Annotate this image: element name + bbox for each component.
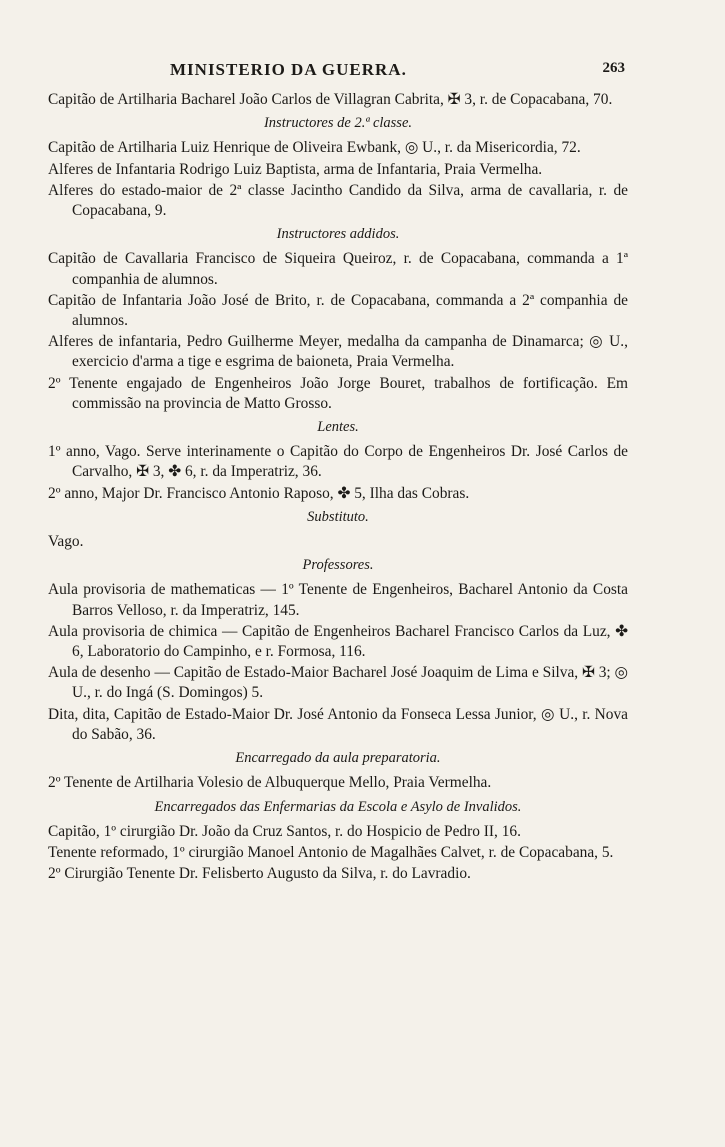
page-header	[0, 60, 725, 88]
section-heading: Substituto.	[307, 508, 369, 525]
page-number: 263	[602, 60, 625, 76]
staff-entry: 2º Cirurgião Tenente Dr. Felisberto Augusto da Silva, r. do Lavradio.	[48, 865, 471, 883]
section-heading: Instructores addidos.	[276, 226, 400, 243]
staff-entry: Aula provisoria de mathematicas — 1º Tenente de Engenheiros, Bacharel Antonio da Costa Barros Velloso, r. da Imperatriz, 145.	[48, 581, 628, 619]
document-body	[48, 90, 628, 885]
staff-entry: Alferes de infantaria, Pedro Guilherme Meyer, medalha da campanha de Dinamarca; ◎ U., exercicio d'arma a tige e esgrima de baioneta, Praia Vermelha.	[48, 333, 628, 371]
section-heading: Lentes.	[317, 419, 359, 436]
staff-entry: Capitão de Cavallaria Francisco de Siqueira Queiroz, r. de Copacabana, commanda a 1ª companhia de alumnos.	[48, 250, 628, 288]
section-heading: Encarregados das Enfermarias da Escola e Asylo de Invalidos.	[154, 798, 522, 815]
staff-entry: Capitão de Infantaria João José de Brito, r. de Copacabana, commanda a 2ª companhia de alumnos.	[48, 291, 628, 330]
staff-entry: Dita, dita, Capitão de Estado-Maior Dr. José Antonio da Fonseca Lessa Junior, ◎ U., r. Nova do Sabão, 36.	[48, 705, 628, 743]
staff-entry: Aula de desenho — Capitão de Estado-Maior Bacharel José Joaquim de Lima e Silva, ✠ 3; ◎ U., r. do Ingá (S. Domingos) 5.	[48, 664, 628, 702]
section-heading: Instructores de 2.ª classe.	[263, 115, 413, 132]
section-heading: Professores.	[302, 557, 374, 574]
staff-entry: 2º Tenente engajado de Engenheiros João Jorge Bouret, trabalhos de fortificação. Em commissão na provincia de Matto Grosso.	[48, 374, 628, 412]
staff-entry: Capitão de Artilharia Bacharel João Carlos de Villagran Cabrita, ✠ 3, r. de Copacabana, 70.	[48, 91, 613, 108]
staff-entry: Aula provisoria de chimica — Capitão de Engenheiros Bacharel Francisco Carlos da Luz, ✤ 6, Laboratorio do Campinho, e r. Formosa, 116.	[48, 622, 628, 661]
staff-entry: 2º Tenente de Artilharia Volesio de Albuquerque Mello, Praia Vermelha.	[48, 774, 492, 792]
staff-entry: Alferes do estado-maior de 2ª classe Jacintho Candido da Silva, arma de cavallaria, r. de Copacabana, 9.	[48, 181, 628, 220]
staff-entry: Capitão de Artilharia Luiz Henrique de Oliveira Ewbank, ◎ U., r. da Misericordia, 72.	[48, 139, 581, 157]
staff-entry: Capitão, 1º cirurgião Dr. João da Cruz Santos, r. do Hospicio de Pedro II, 16.	[48, 822, 521, 840]
page-title: MINISTERIO DA GUERRA.	[170, 60, 407, 79]
staff-entry: Tenente reformado, 1º cirurgião Manoel Antonio de Magalhães Calvet, r. de Copacabana, 5.	[48, 843, 614, 861]
staff-entry: 1º anno, Vago. Serve interinamente o Capitão do Corpo de Engenheiros Dr. José Carlos de Carvalho, ✠ 3, ✤ 6, r. da Imperatriz, 36.	[48, 443, 628, 481]
staff-entry: Alferes de Infantaria Rodrigo Luiz Baptista, arma de Infantaria, Praia Vermelha.	[48, 160, 543, 178]
section-heading: Encarregado da aula preparatoria.	[235, 750, 441, 767]
staff-entry: Vago.	[48, 533, 84, 551]
staff-entry: 2º anno, Major Dr. Francisco Antonio Raposo, ✤ 5, Ilha das Cobras.	[48, 484, 470, 502]
